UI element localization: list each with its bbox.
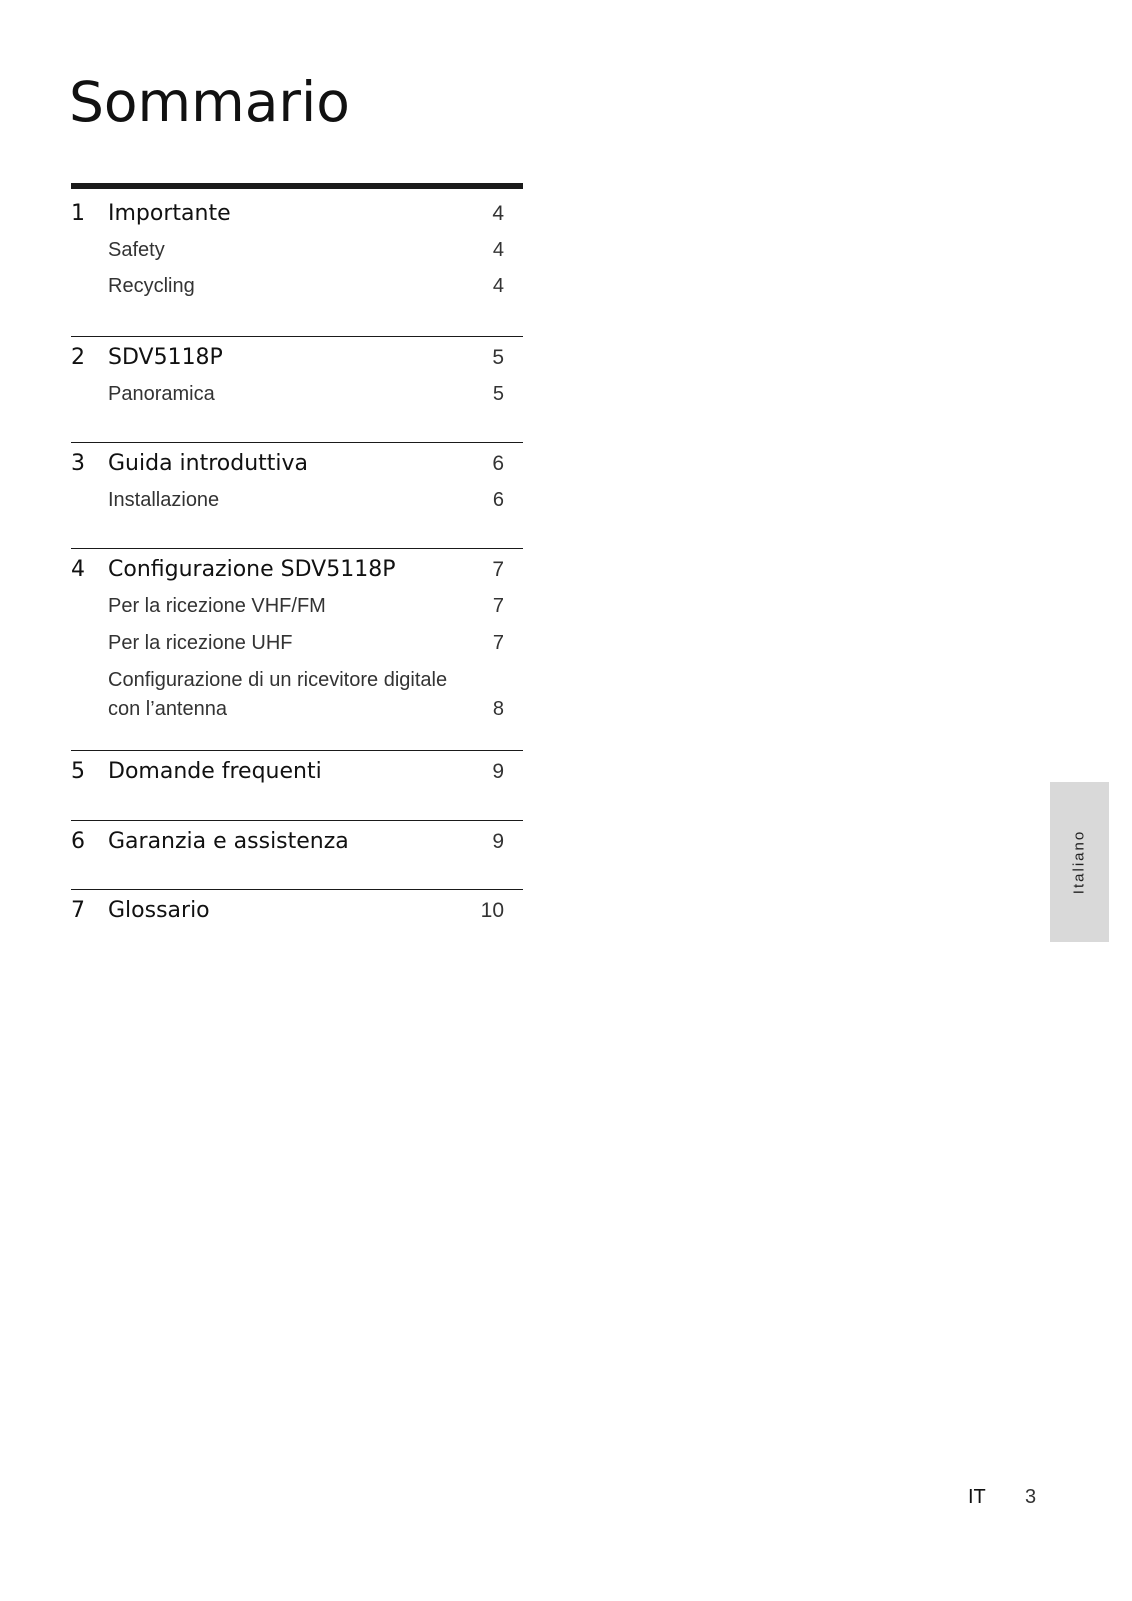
section-page: 6	[492, 452, 504, 475]
entry-page: 7	[492, 632, 504, 654]
toc-heading-row[interactable]	[71, 828, 523, 889]
section-number: 4	[71, 557, 85, 582]
toc-section-3	[71, 442, 523, 548]
entry-page: 5	[492, 383, 504, 405]
section-page: 9	[492, 830, 504, 853]
entry-label: Panoramica	[108, 383, 215, 405]
section-number: 7	[71, 898, 85, 923]
entry-page: 8	[492, 698, 504, 720]
section-number: 5	[71, 759, 85, 784]
section-heading: Garanzia e assistenza	[108, 829, 349, 854]
section-number: 2	[71, 345, 85, 370]
entry-page: 4	[492, 275, 504, 297]
page-title: Sommario	[69, 70, 350, 134]
toc-entry[interactable]	[71, 235, 523, 272]
section-divider	[71, 336, 523, 337]
toc-heading-row[interactable]	[71, 897, 523, 937]
toc-entry[interactable]	[71, 698, 523, 750]
entry-page: 7	[492, 595, 504, 617]
entry-page: 6	[492, 489, 504, 511]
toc-section-5	[71, 750, 523, 820]
entry-label: Configurazione di un ricevitore digitale	[108, 669, 448, 691]
table-of-contents	[71, 183, 523, 937]
toc-section-6	[71, 820, 523, 889]
entry-label: Recycling	[108, 275, 195, 297]
toc-section-1	[71, 183, 523, 336]
section-heading: Configurazione SDV5118P	[108, 557, 396, 582]
section-number: 3	[71, 451, 85, 476]
section-page: 5	[492, 346, 504, 369]
section-divider	[71, 820, 523, 821]
section-heading: Guida introduttiva	[108, 451, 309, 476]
toc-entry[interactable]	[71, 383, 523, 442]
toc-section-7	[71, 889, 523, 937]
section-page: 10	[480, 899, 504, 922]
section-divider	[71, 442, 523, 443]
section-number: 1	[71, 201, 85, 226]
toc-heading-row[interactable]	[71, 344, 523, 383]
section-heading: Glossario	[108, 898, 210, 923]
entry-label: Per la ricezione VHF/FM	[108, 595, 326, 617]
section-page: 9	[492, 760, 504, 783]
toc-heading-row[interactable]	[71, 450, 523, 489]
footer-language-code: IT	[968, 1486, 986, 1508]
section-divider	[71, 889, 523, 890]
footer-page-number: 3	[1025, 1486, 1037, 1508]
toc-entry[interactable]	[71, 595, 523, 632]
toc-heading-row[interactable]	[71, 758, 523, 820]
entry-label: Safety	[108, 239, 165, 261]
language-tab-label: Italiano	[1070, 829, 1088, 895]
section-page: 7	[492, 558, 504, 581]
toc-section-4	[71, 548, 523, 750]
entry-label: Per la ricezione UHF	[108, 632, 293, 654]
toc-entry[interactable]	[71, 489, 523, 548]
toc-entry[interactable]	[71, 272, 523, 336]
section-divider	[71, 183, 523, 189]
toc-section-2	[71, 336, 523, 442]
section-divider	[71, 548, 523, 549]
section-heading: Importante	[108, 201, 231, 226]
toc-entry[interactable]	[71, 669, 523, 698]
entry-label: Installazione	[108, 489, 220, 511]
section-heading: Domande frequenti	[108, 759, 322, 784]
section-number: 6	[71, 829, 85, 854]
section-divider	[71, 750, 523, 751]
language-side-tab	[1050, 782, 1109, 942]
toc-heading-row[interactable]	[71, 556, 523, 595]
entry-page: 4	[492, 239, 504, 261]
entry-label: con l’antenna	[108, 698, 227, 720]
section-heading: SDV5118P	[108, 345, 223, 370]
toc-entry[interactable]	[71, 632, 523, 669]
section-page: 4	[492, 202, 504, 225]
toc-heading-row[interactable]	[71, 195, 523, 235]
